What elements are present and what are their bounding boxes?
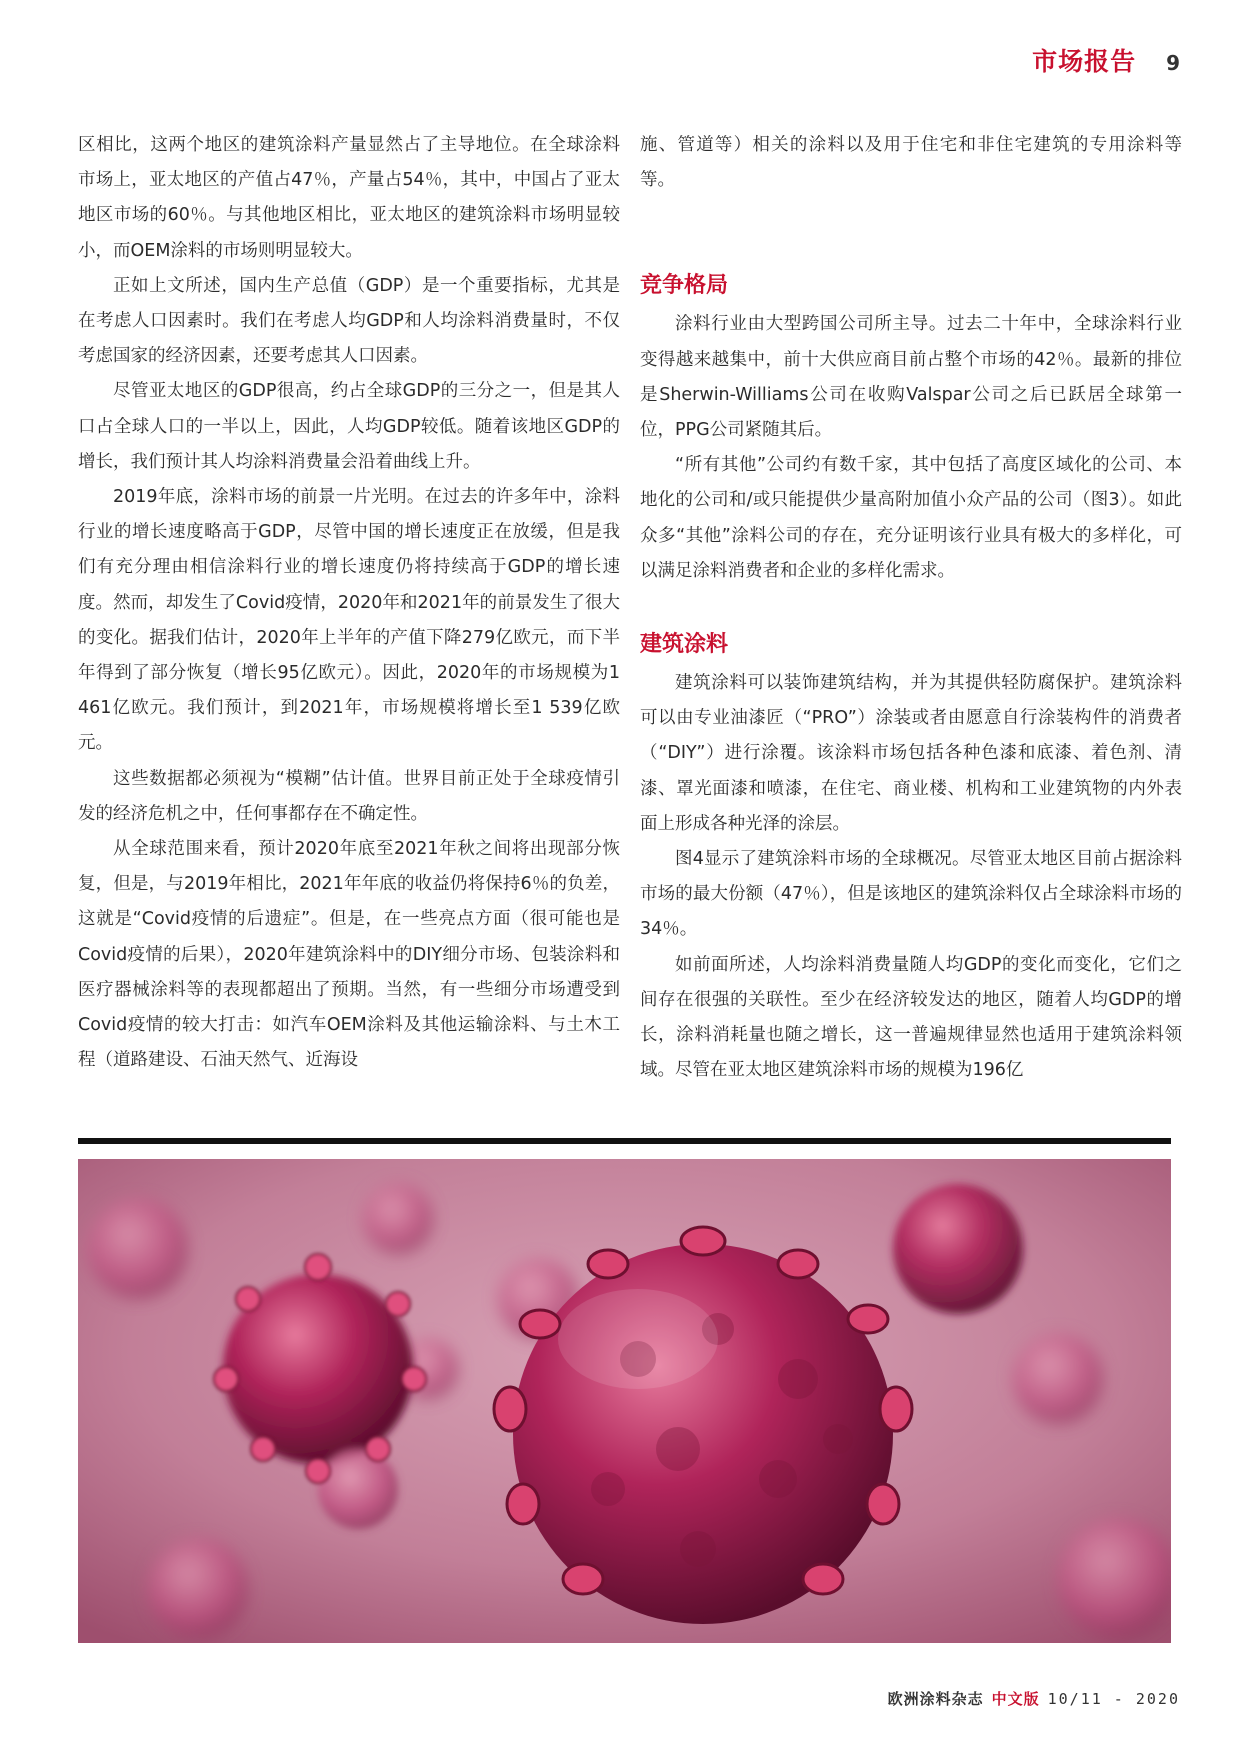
divider-rule bbox=[78, 1138, 1171, 1144]
section-name: 市场报告 bbox=[1032, 47, 1137, 76]
paragraph: 区相比，这两个地区的建筑涂料产量显然占了主导地位。在全球涂料市场上，亚太地区的产值占47％，产量占54％，其中，中国占了亚太地区市场的60％。与其他地区相比，亚太地区的建筑涂料市场明显较小，而OEM涂料的市场则明显较大。 bbox=[78, 135, 620, 261]
paragraph: 如前面所述，人均涂料消费量随人均GDP的变化而变化，它们之间存在很强的关联性。至少在经济较发达的地区，随着人均GDP的增长，涂料消耗量也随之增长，这一普遍规律显然也适用于建筑涂料领域。尽管在亚太地区建筑涂料市场的规模为196亿 bbox=[640, 954, 1182, 1081]
paragraph: 建筑涂料可以装饰建筑结构，并为其提供轻防腐保护。建筑涂料可以由专业油漆匠（“PRO”）涂装或者由愿意自行涂装构件的消费者（“DIY”）进行涂覆。该涂料市场包括各种色漆和底漆、着色剂、清漆、罩光面漆和喷漆，在住宅、商业楼、机构和工业建筑物的内外表面上形成各种光泽的涂层。 bbox=[640, 673, 1182, 834]
edition-label: 中文版 bbox=[991, 1690, 1040, 1708]
page-header bbox=[1032, 42, 1180, 78]
section-heading-architectural-coatings: 建筑涂料 bbox=[640, 632, 729, 658]
virus-illustration-icon bbox=[78, 1159, 1171, 1643]
paragraph: 施、管道等）相关的涂料以及用于住宅和非住宅建筑的专用涂料等等。 bbox=[640, 135, 1182, 191]
virus-photo bbox=[78, 1159, 1171, 1643]
right-column bbox=[640, 128, 1182, 1088]
issue-date: 10/11 - 2020 bbox=[1047, 1690, 1180, 1708]
paragraph: 2019年底，涂料市场的前景一片光明。在过去的许多年中，涂料行业的增长速度略高于GDP，尽管中国的增长速度正在放缓，但是我们有充分理由相信涂料行业的增长速度仍将持续高于GDP的增长速度。然而，却发生了Covid疫情，2020年和2021年的前景发生了很大的变化。据我们估计，2020年上半年的产值下降279亿欧元，而下半年得到了部分恢复（增长95亿欧元）。因此，2020年的市场规模为1 461亿欧元。我们预计，到2021年，市场规模将增长至1 539亿欧元。 bbox=[78, 487, 620, 754]
paragraph: “所有其他”公司约有数千家，其中包括了高度区域化的公司、本地化的公司和/或只能提供少量高附加值小众产品的公司（图3）。如此众多“其他”涂料公司的存在，充分证明该行业具有极大的多样化，可以满足涂料消费者和企业的多样化需求。 bbox=[640, 455, 1182, 581]
left-column bbox=[78, 128, 620, 1078]
paragraph: 图4显示了建筑涂料市场的全球概况。尽管亚太地区目前占据涂料市场的最大份额（47％），但是该地区的建筑涂料仅占全球涂料市场的34％。 bbox=[640, 849, 1182, 940]
paragraph: 涂料行业由大型跨国公司所主导。过去二十年中，全球涂料行业变得越来越集中，前十大供应商目前占整个市场的42％。最新的排位是Sherwin-Williams公司在收购Valspar公司之后已跃居全球第一位，PPG公司紧随其后。 bbox=[640, 314, 1182, 441]
paragraph: 正如上文所述，国内生产总值（GDP）是一个重要指标，尤其是在考虑人口因素时。我们在考虑人均GDP和人均涂料消费量时，不仅考虑国家的经济因素，还要考虑其人口因素。 bbox=[78, 275, 620, 367]
magazine-name: 欧洲涂料杂志 bbox=[887, 1690, 984, 1708]
page-number: 9 bbox=[1166, 51, 1180, 75]
paragraph: 尽管亚太地区的GDP很高，约占全球GDP的三分之一，但是其人口占全球人口的一半以上，因此，人均GDP较低。随着该地区GDP的增长，我们预计其人均涂料消费量会沿着曲线上升。 bbox=[78, 381, 620, 472]
page-footer bbox=[888, 1688, 1180, 1709]
section-heading-competition: 竞争格局 bbox=[640, 273, 729, 299]
paragraph: 从全球范围来看，预计2020年底至2021年秋之间将出现部分恢复，但是，与2019年相比，2021年年底的收益仍将保持6％的负差，这就是“Covid疫情的后遗症”。但是，在一些亮点方面（很可能也是Covid疫情的后果），2020年建筑涂料中的DIY细分市场、包装涂料和医疗器械涂料等的表现都超出了预期。当然，有一些细分市场遭受到Covid疫情的较大打击：如汽车OEM涂料及其他运输涂料、与土木工程（道路建设、石油天然气、近海设 bbox=[78, 839, 620, 1071]
paragraph: 这些数据都必须视为“模糊”估计值。世界目前正处于全球疫情引发的经济危机之中，任何事都存在不确定性。 bbox=[78, 768, 620, 824]
